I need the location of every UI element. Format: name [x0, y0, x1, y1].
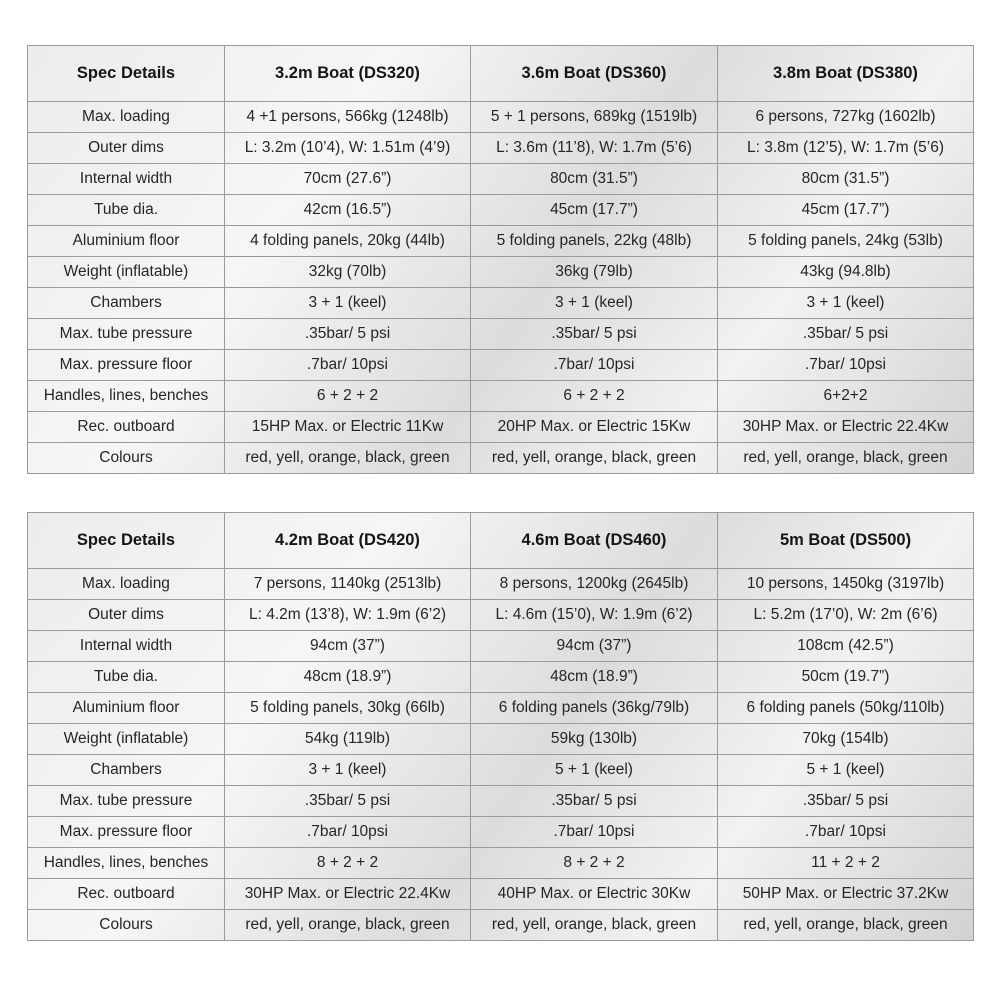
table-row [28, 226, 974, 257]
spec-value-cell: 10 persons, 1450kg (3197lb) [718, 569, 974, 600]
spec-value-cell: .7bar/ 10psi [718, 350, 974, 381]
table-row [28, 569, 974, 600]
spec-value-cell: 4 folding panels, 20kg (44lb) [225, 226, 471, 257]
table-row [28, 319, 974, 350]
spec-value-cell: 59kg (130lb) [471, 724, 718, 755]
spec-label-cell: Colours [28, 443, 225, 474]
spec-value-cell: .7bar/ 10psi [225, 350, 471, 381]
spec-value-cell: 50cm (19.7”) [718, 662, 974, 693]
table-row [28, 631, 974, 662]
spec-value-cell: 40HP Max. or Electric 30Kw [471, 879, 718, 910]
table-row [28, 662, 974, 693]
spec-value-cell: 45cm (17.7”) [718, 195, 974, 226]
spec-value-cell: 94cm (37”) [471, 631, 718, 662]
spec-value-cell: 32kg (70lb) [225, 257, 471, 288]
spec-label-cell: Colours [28, 910, 225, 941]
spec-value-cell: 30HP Max. or Electric 22.4Kw [225, 879, 471, 910]
table-row [28, 817, 974, 848]
table-row [28, 910, 974, 941]
spec-value-cell: 5 + 1 (keel) [718, 755, 974, 786]
spec-label-cell: Chambers [28, 288, 225, 319]
spec-value-cell: .35bar/ 5 psi [225, 786, 471, 817]
table-row [28, 848, 974, 879]
spec-value-cell: .35bar/ 5 psi [225, 319, 471, 350]
spec-value-cell: red, yell, orange, black, green [471, 443, 718, 474]
spec-value-cell: 4 +1 persons, 566kg (1248lb) [225, 102, 471, 133]
spec-label-cell: Weight (inflatable) [28, 257, 225, 288]
table-row [28, 102, 974, 133]
spec-label-cell: Max. loading [28, 102, 225, 133]
spec-value-cell: .35bar/ 5 psi [718, 786, 974, 817]
spec-value-cell: 80cm (31.5”) [471, 164, 718, 195]
spec-value-cell: 70kg (154lb) [718, 724, 974, 755]
table-row [28, 879, 974, 910]
table-row [28, 288, 974, 319]
spec-value-cell: red, yell, orange, black, green [718, 910, 974, 941]
table-row [28, 195, 974, 226]
table-body [28, 102, 974, 474]
spec-label-cell: Rec. outboard [28, 412, 225, 443]
spec-value-cell: red, yell, orange, black, green [718, 443, 974, 474]
table-header [28, 46, 974, 102]
spec-value-cell: .35bar/ 5 psi [471, 786, 718, 817]
table-row [28, 693, 974, 724]
spec-label-cell: Weight (inflatable) [28, 724, 225, 755]
table-row [28, 412, 974, 443]
spec-value-cell: L: 5.2m (17’0), W: 2m (6’6) [718, 600, 974, 631]
table-row [28, 600, 974, 631]
spec-value-cell: .35bar/ 5 psi [718, 319, 974, 350]
spec-label-cell: Max. tube pressure [28, 786, 225, 817]
spec-label-cell: Chambers [28, 755, 225, 786]
spec-value-cell: 8 + 2 + 2 [471, 848, 718, 879]
spec-value-cell: red, yell, orange, black, green [225, 443, 471, 474]
spec-label-cell: Handles, lines, benches [28, 381, 225, 412]
spec-value-cell: 5 + 1 (keel) [471, 755, 718, 786]
table-row [28, 133, 974, 164]
spec-value-cell: 6 folding panels (36kg/79lb) [471, 693, 718, 724]
spec-value-cell: 45cm (17.7”) [471, 195, 718, 226]
spec-value-cell: red, yell, orange, black, green [225, 910, 471, 941]
spec-value-cell: 15HP Max. or Electric 11Kw [225, 412, 471, 443]
spec-table-small-boats [27, 45, 974, 474]
spec-value-cell: 5 folding panels, 24kg (53lb) [718, 226, 974, 257]
header-cell: 3.6m Boat (DS360) [471, 46, 718, 102]
spec-label-cell: Aluminium floor [28, 693, 225, 724]
spec-value-cell: 6 + 2 + 2 [471, 381, 718, 412]
header-cell: Spec Details [28, 46, 225, 102]
spec-value-cell: 42cm (16.5”) [225, 195, 471, 226]
spec-value-cell: 48cm (18.9”) [225, 662, 471, 693]
spec-value-cell: 5 folding panels, 22kg (48lb) [471, 226, 718, 257]
spec-value-cell: 30HP Max. or Electric 22.4Kw [718, 412, 974, 443]
spec-value-cell: red, yell, orange, black, green [471, 910, 718, 941]
spec-label-cell: Max. loading [28, 569, 225, 600]
table-row [28, 350, 974, 381]
spec-value-cell: .7bar/ 10psi [225, 817, 471, 848]
table-body [28, 569, 974, 941]
spec-value-cell: 108cm (42.5”) [718, 631, 974, 662]
table-row [28, 755, 974, 786]
spec-value-cell: 6 persons, 727kg (1602lb) [718, 102, 974, 133]
spec-value-cell: 6+2+2 [718, 381, 974, 412]
spec-label-cell: Tube dia. [28, 195, 225, 226]
spec-label-cell: Outer dims [28, 600, 225, 631]
header-row [28, 513, 974, 569]
header-row [28, 46, 974, 102]
spec-value-cell: L: 3.8m (12’5), W: 1.7m (5’6) [718, 133, 974, 164]
spec-value-cell: .7bar/ 10psi [718, 817, 974, 848]
spec-value-cell: 8 persons, 1200kg (2645lb) [471, 569, 718, 600]
table-row [28, 724, 974, 755]
header-cell: 4.6m Boat (DS460) [471, 513, 718, 569]
spec-label-cell: Aluminium floor [28, 226, 225, 257]
spec-label-cell: Internal width [28, 164, 225, 195]
header-cell: 4.2m Boat (DS420) [225, 513, 471, 569]
spec-value-cell: L: 4.2m (13’8), W: 1.9m (6’2) [225, 600, 471, 631]
spec-value-cell: L: 4.6m (15’0), W: 1.9m (6’2) [471, 600, 718, 631]
spec-value-cell: L: 3.6m (11’8), W: 1.7m (5’6) [471, 133, 718, 164]
spec-value-cell: 54kg (119lb) [225, 724, 471, 755]
spec-value-cell: 94cm (37”) [225, 631, 471, 662]
spec-value-cell: 3 + 1 (keel) [225, 288, 471, 319]
spec-value-cell: 36kg (79lb) [471, 257, 718, 288]
spec-label-cell: Max. pressure floor [28, 817, 225, 848]
table-row [28, 443, 974, 474]
header-cell: Spec Details [28, 513, 225, 569]
spec-value-cell: 6 folding panels (50kg/110lb) [718, 693, 974, 724]
table-row [28, 257, 974, 288]
header-cell: 5m Boat (DS500) [718, 513, 974, 569]
spec-value-cell: 20HP Max. or Electric 15Kw [471, 412, 718, 443]
spec-label-cell: Max. pressure floor [28, 350, 225, 381]
header-cell: 3.2m Boat (DS320) [225, 46, 471, 102]
spec-value-cell: 7 persons, 1140kg (2513lb) [225, 569, 471, 600]
spec-value-cell: .35bar/ 5 psi [471, 319, 718, 350]
spec-table-large-boats [27, 512, 974, 941]
spec-value-cell: 70cm (27.6”) [225, 164, 471, 195]
spec-value-cell: 80cm (31.5”) [718, 164, 974, 195]
spec-value-cell: 5 + 1 persons, 689kg (1519lb) [471, 102, 718, 133]
spec-value-cell: L: 3.2m (10’4), W: 1.51m (4’9) [225, 133, 471, 164]
spec-label-cell: Handles, lines, benches [28, 848, 225, 879]
spec-value-cell: .7bar/ 10psi [471, 350, 718, 381]
table-row [28, 786, 974, 817]
spec-value-cell: 43kg (94.8lb) [718, 257, 974, 288]
spec-value-cell: 50HP Max. or Electric 37.2Kw [718, 879, 974, 910]
spec-value-cell: .7bar/ 10psi [471, 817, 718, 848]
spec-label-cell: Internal width [28, 631, 225, 662]
spec-value-cell: 6 + 2 + 2 [225, 381, 471, 412]
spec-value-cell: 3 + 1 (keel) [718, 288, 974, 319]
spec-label-cell: Tube dia. [28, 662, 225, 693]
spec-label-cell: Rec. outboard [28, 879, 225, 910]
spec-value-cell: 3 + 1 (keel) [225, 755, 471, 786]
spec-label-cell: Outer dims [28, 133, 225, 164]
table-header [28, 513, 974, 569]
header-cell: 3.8m Boat (DS380) [718, 46, 974, 102]
spec-value-cell: 8 + 2 + 2 [225, 848, 471, 879]
spec-value-cell: 11 + 2 + 2 [718, 848, 974, 879]
spec-value-cell: 3 + 1 (keel) [471, 288, 718, 319]
spec-value-cell: 5 folding panels, 30kg (66lb) [225, 693, 471, 724]
spec-label-cell: Max. tube pressure [28, 319, 225, 350]
spec-value-cell: 48cm (18.9”) [471, 662, 718, 693]
table-row [28, 164, 974, 195]
table-row [28, 381, 974, 412]
